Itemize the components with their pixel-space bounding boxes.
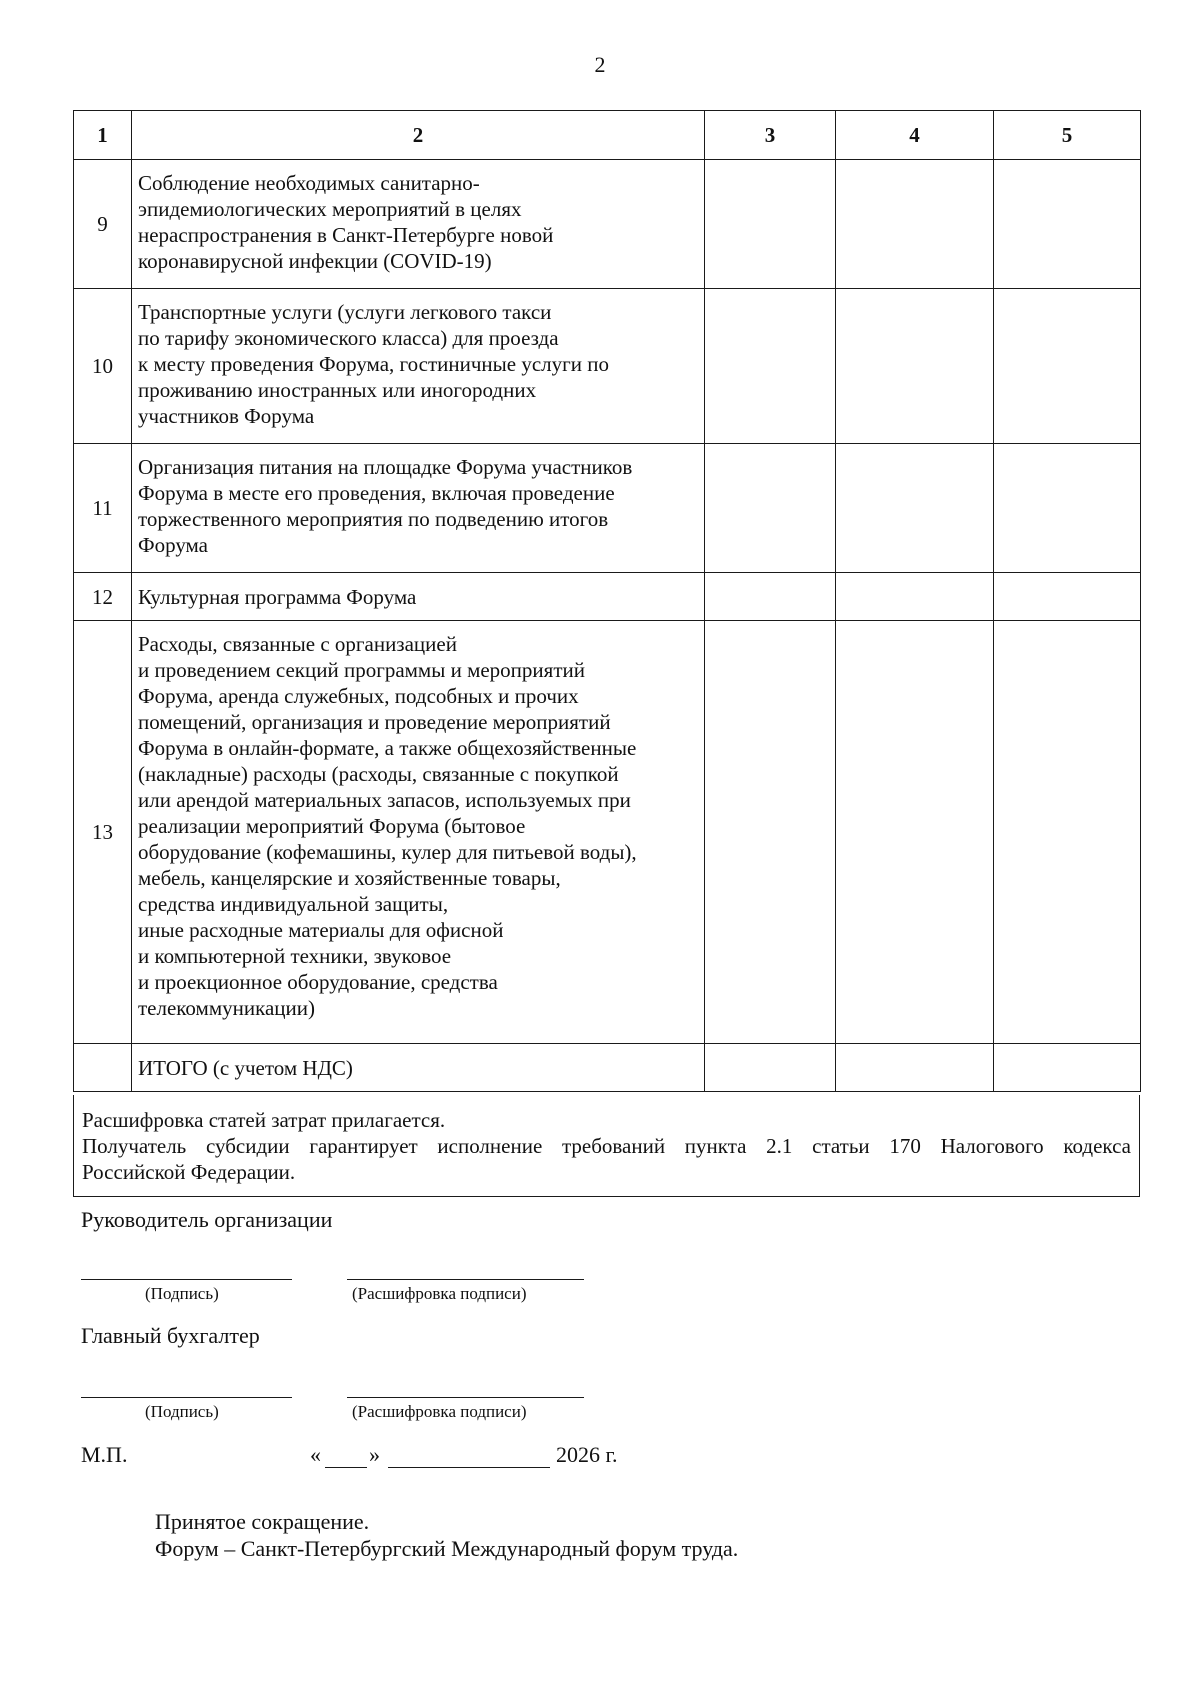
abbreviations-title: Принятое сокращение.	[155, 1509, 370, 1534]
row-description	[132, 573, 705, 621]
description-line: Транспортные услуги (услуги легкового такси	[138, 300, 552, 324]
row-number: 11	[74, 444, 132, 573]
description-line: или арендой материальных запасов, используемых при	[138, 788, 631, 812]
table-row-total	[74, 1044, 1141, 1092]
description-line: мебель, канцелярские и хозяйственные товары,	[138, 866, 561, 890]
accountant-decoding-caption: (Расшифровка подписи)	[352, 1402, 527, 1421]
abbreviation-forum: Форум – Санкт-Петербургский Международный форум труда.	[155, 1536, 739, 1561]
value-cell-5	[994, 160, 1141, 289]
table-row-11	[74, 444, 1141, 573]
row-description	[132, 289, 705, 444]
description-line: оборудование (кофемашины, кулер для питьевой воды),	[138, 840, 637, 864]
description-line: Форума, аренда служебных, подсобных и прочих	[138, 684, 579, 708]
notes-line-1: Расшифровка статей затрат прилагается.	[82, 1108, 446, 1132]
description-line: Культурная программа Форума	[138, 584, 417, 609]
table-row-12	[74, 573, 1141, 621]
cost-table	[73, 110, 1141, 1092]
row-description	[132, 444, 705, 573]
value-cell-3	[705, 289, 836, 444]
row-number: 10	[74, 289, 132, 444]
description-line: Форума	[138, 533, 209, 557]
description-line: средства индивидуальной защиты,	[138, 892, 449, 916]
description-line: реализации мероприятий Форума (бытовое	[138, 814, 526, 838]
description-line: коронавирусной инфекции (COVID-19)	[138, 249, 492, 273]
table-row-10	[74, 289, 1141, 444]
row-number: 13	[74, 621, 132, 1044]
value-cell-4	[836, 444, 994, 573]
date-quote-open: «	[310, 1442, 321, 1467]
row-number: 9	[74, 160, 132, 289]
table-row-13	[74, 621, 1141, 1044]
column-header-1: 1	[74, 111, 132, 160]
value-cell-5	[994, 1044, 1141, 1092]
accountant-title: Главный бухгалтер	[81, 1323, 260, 1348]
value-cell-4	[836, 621, 994, 1044]
description-line: участников Форума	[138, 404, 315, 428]
table-row-9	[74, 160, 1141, 289]
column-header-2: 2	[132, 111, 705, 160]
value-cell-3	[705, 573, 836, 621]
column-header-4: 4	[836, 111, 994, 160]
head-signature-caption: (Подпись)	[145, 1284, 219, 1303]
value-cell-5	[994, 444, 1141, 573]
head-decoding-line	[347, 1279, 584, 1280]
page-number: 2	[594, 52, 606, 77]
description-line: Форума в месте его проведения, включая проведение	[138, 481, 615, 505]
description-line: к месту проведения Форума, гостиничные услуги по	[138, 352, 609, 376]
accountant-signature-line	[81, 1397, 292, 1398]
description-line: по тарифу экономического класса) для проезда	[138, 326, 559, 350]
table-header-row	[74, 111, 1141, 160]
value-cell-4	[836, 289, 994, 444]
accountant-decoding-line	[347, 1397, 584, 1398]
row-description	[132, 1044, 705, 1092]
row-number	[74, 1044, 132, 1092]
stamp-mark: М.П.	[81, 1442, 128, 1467]
row-description	[132, 621, 705, 1044]
value-cell-4	[836, 160, 994, 289]
date-month-line	[388, 1467, 550, 1468]
notes-line-3: Российской Федерации.	[82, 1160, 296, 1184]
description-line: помещений, организация и проведение мероприятий	[138, 710, 611, 734]
notes-line-2: Получатель субсидии гарантирует исполнение требований пункта 2.1 статьи 170 Налогового кодекса	[82, 1134, 1131, 1158]
description-line: проживанию иностранных или иногородних	[138, 378, 537, 402]
head-decoding-caption: (Расшифровка подписи)	[352, 1284, 527, 1303]
notes-box	[73, 1095, 1140, 1197]
total-label: ИТОГО (с учетом НДС)	[138, 1055, 353, 1080]
value-cell-5	[994, 289, 1141, 444]
head-signature-line	[81, 1279, 292, 1280]
description-line: телекоммуникации)	[138, 996, 316, 1020]
column-header-5: 5	[994, 111, 1141, 160]
description-line: и проведением секций программы и мероприятий	[138, 658, 585, 682]
description-line: Форума в онлайн-формате, а также общехозяйственные	[138, 736, 637, 760]
value-cell-5	[994, 573, 1141, 621]
date-year: 2026 г.	[556, 1442, 618, 1467]
description-line: (накладные) расходы (расходы, связанные с покупкой	[138, 762, 619, 786]
value-cell-3	[705, 160, 836, 289]
value-cell-4	[836, 573, 994, 621]
description-line: торжественного мероприятия по подведению итогов	[138, 507, 609, 531]
value-cell-5	[994, 621, 1141, 1044]
row-description	[132, 160, 705, 289]
description-line: эпидемиологических мероприятий в целях	[138, 197, 522, 221]
description-line: Соблюдение необходимых санитарно-	[138, 171, 480, 195]
description-line: и проекционное оборудование, средства	[138, 970, 498, 994]
description-line: Организация питания на площадке Форума участников	[138, 455, 633, 479]
head-title: Руководитель организации	[81, 1207, 333, 1232]
date-day-line	[325, 1467, 367, 1468]
value-cell-3	[705, 444, 836, 573]
description-line: иные расходные материалы для офисной	[138, 918, 504, 942]
value-cell-3	[705, 621, 836, 1044]
date-quote-close: »	[369, 1442, 380, 1467]
value-cell-3	[705, 1044, 836, 1092]
accountant-signature-caption: (Подпись)	[145, 1402, 219, 1421]
column-header-3: 3	[705, 111, 836, 160]
description-line: Расходы, связанные с организацией	[138, 632, 457, 656]
description-line: нераспространения в Санкт-Петербурге новой	[138, 223, 554, 247]
description-line: и компьютерной техники, звуковое	[138, 944, 452, 968]
row-number: 12	[74, 573, 132, 621]
value-cell-4	[836, 1044, 994, 1092]
